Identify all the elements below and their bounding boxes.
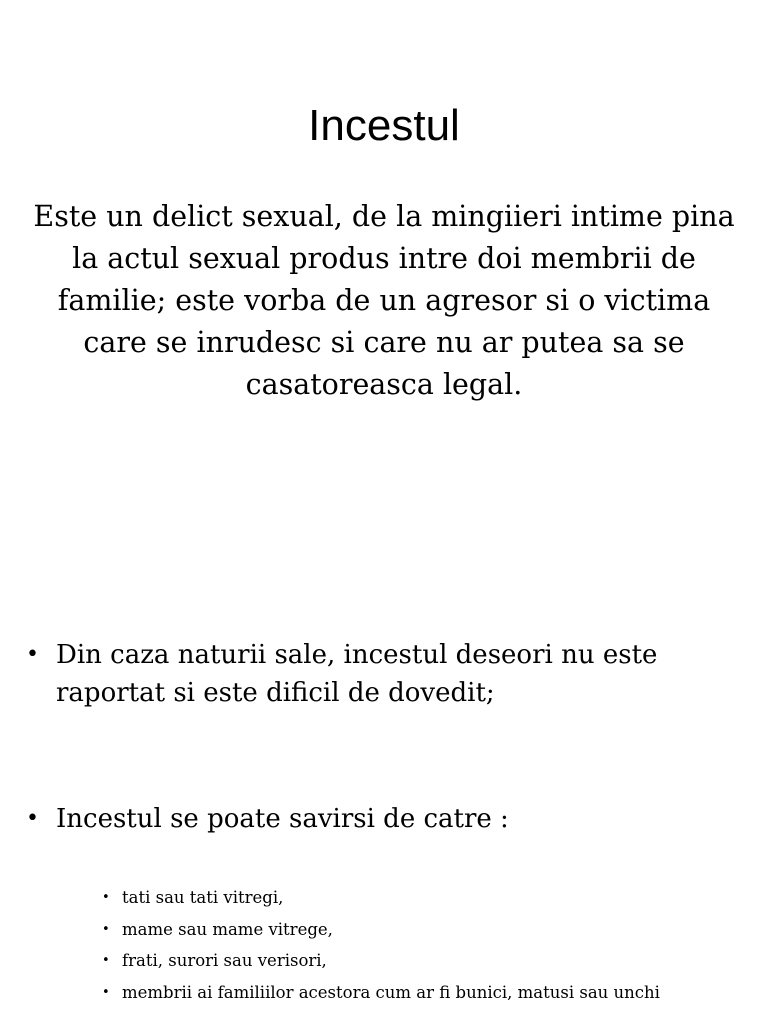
bullet-text: Din caza naturii sale, incestul deseori nu este raportat si este dificil de dovedit; [56, 640, 658, 708]
definition-paragraph: Este un delict sexual, de la mingiieri intime pina la actul sexual produs intre doi membrii de familie; este vorba de un agresor si o victima care se inrudesc si care nu ar putea sa se casatoreasca legal. [33, 200, 735, 401]
bullet-dot-icon: • [26, 806, 39, 831]
bullet-dot-icon: • [102, 953, 110, 968]
list-item [102, 914, 742, 946]
bullet-dot-icon: • [102, 921, 110, 937]
list-item-text: frati, surori sau verisori, [122, 951, 327, 970]
bullet-text: Incestul se poate savirsi de catre : [56, 804, 509, 834]
slide-title: Incestul [308, 101, 460, 150]
bullet-dot-icon: • [26, 642, 39, 667]
bullet-dot-icon: • [102, 890, 110, 905]
list-item-text: membrii ai familiilor acestora cum ar fi bunici, matusi sau unchi [122, 982, 660, 1002]
bullet-item [26, 636, 746, 712]
list-item [102, 882, 742, 914]
list-item [102, 977, 742, 1009]
bullet-dot-icon: • [102, 984, 110, 1000]
perpetrator-list [102, 882, 742, 1008]
bullet-item [26, 800, 746, 838]
list-item [102, 945, 742, 977]
list-item-text: mame sau mame vitrege, [122, 919, 333, 939]
list-item-text: tati sau tati vitregi, [122, 888, 284, 907]
